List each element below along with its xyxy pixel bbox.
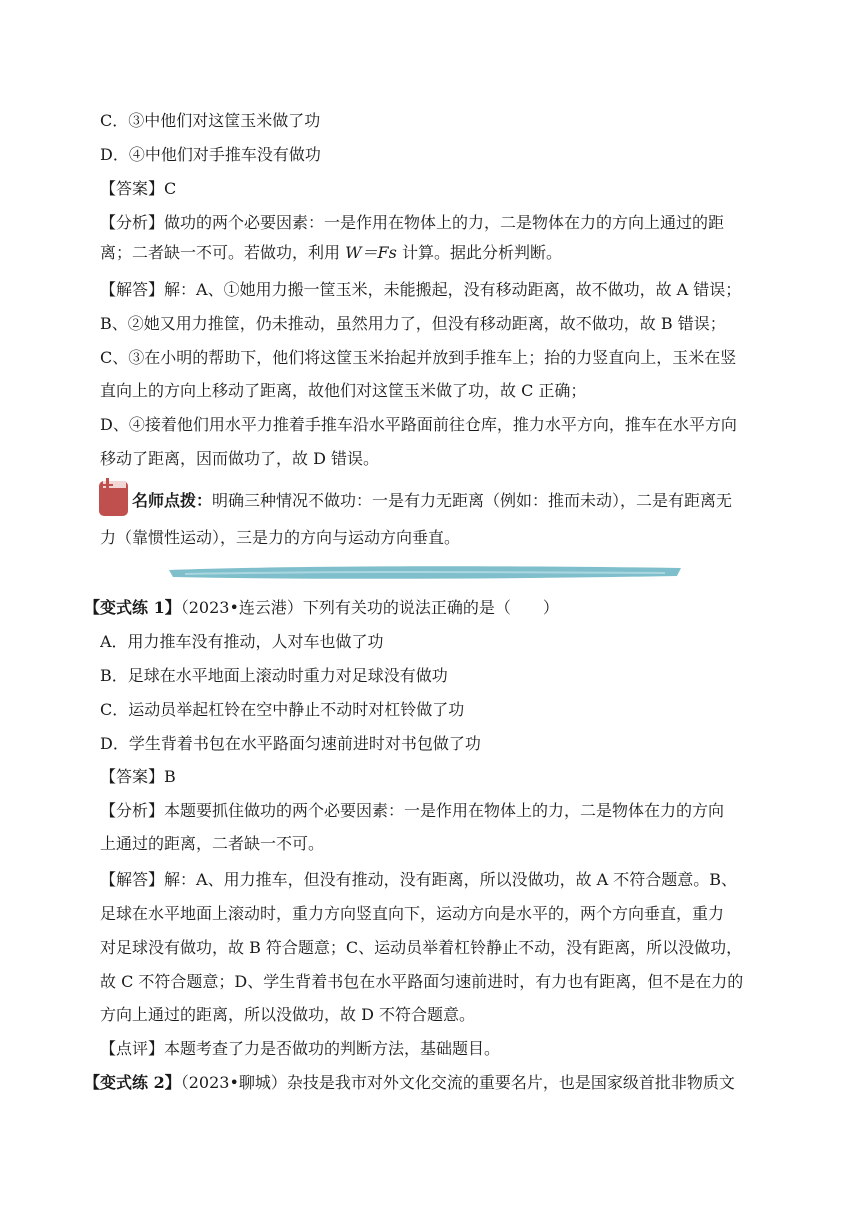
solution-line-3: 对足球没有做功，故 B 符合题意；C、运动员举着杠铃静止不动，没有距离，所以没做功， (100, 938, 743, 957)
analysis-line-1 (100, 801, 785, 821)
variant-2-label: 【变式练 2】 (84, 1073, 181, 1092)
analysis-line-2: 上通过的距离，二者缺一不可。 (100, 834, 325, 853)
analysis-label: 【分析】 (100, 213, 165, 232)
option-d: D．④中他们对手推车没有做功 (100, 145, 321, 164)
tip-line-1 (132, 491, 787, 511)
solution-line-4: 直向上的方向上移动了距离，故他们对这筐玉米做了功，故 C 正确； (100, 381, 587, 400)
solution-line-5: 方向上通过的距离，所以没做功，故 D 不符合题意。 (100, 1005, 476, 1024)
section-divider (165, 562, 685, 584)
solution-line-4: 故 C 不符合题意；D、学生背着书包在水平路面匀速前进时，有力也有距离，但不是在力的 (100, 972, 744, 991)
comment-text: 本题考查了力是否做功的判断方法，基础题目。 (164, 1039, 501, 1058)
comment-line (100, 1039, 785, 1059)
solution-line-1 (100, 870, 785, 890)
analysis-line-1 (100, 213, 785, 233)
variant-1-label: 【变式练 1】 (84, 598, 181, 617)
solution-line-3: C、③在小明的帮助下，他们将这筐玉米抬起并放到手推车上；抬的力竖直向上，玉米在竖 (100, 348, 737, 367)
comment-label: 【点评】 (100, 1039, 165, 1058)
answer-line (100, 767, 785, 787)
analysis-text-2a: 离；二者缺一不可。若做功，利用 (100, 243, 346, 262)
analysis-label: 【分析】 (100, 801, 165, 820)
tip-text: 明确三种情况不做功：一是有力无距离（例如：推而未动），二是有距离无 (212, 491, 733, 510)
solution-text: 解：A、用力推车，但没有推动，没有距离，所以没做功，故 A 不符合题意。B、 (164, 870, 738, 889)
solution-line-6: 移动了距离，因而做功了，故 D 错误。 (100, 449, 380, 468)
answer-label: 【答案】 (100, 767, 165, 786)
variant-2-question (84, 1073, 769, 1093)
variant-2-question-text: （2023•聊城）杂技是我市对外文化交流的重要名片，也是国家级首批非物质文 (180, 1073, 735, 1092)
solution-label: 【解答】 (100, 280, 165, 299)
solution-line-2: B、②她又用力推筐，仍未推动，虽然用力了，但没有移动距离，故不做功，故 B 错误； (100, 314, 726, 333)
option-c: C．③中他们对这筐玉米做了功 (100, 111, 321, 130)
answer-value: B (164, 767, 176, 786)
teacher-tip-icon (97, 478, 130, 518)
solution-line-5: D、④接着他们用水平力推着手推车沿水平路面前往仓库，推力水平方向，推车在水平方向 (100, 415, 737, 434)
variant-1-question (84, 598, 769, 618)
tip-line-2: 力（靠惯性运动），三是力的方向与运动方向垂直。 (100, 528, 461, 547)
solution-line-1 (100, 280, 785, 300)
option-d: D．学生背着书包在水平路面匀速前进时对书包做了功 (100, 734, 481, 753)
option-a: A．用力推车没有推动，人对车也做了功 (100, 632, 384, 651)
answer-label: 【答案】 (100, 179, 165, 198)
solution-line-2: 足球在水平地面上滚动时，重力方向竖直向下，运动方向是水平的，两个方向垂直，重力 (100, 904, 725, 923)
analysis-line-2 (100, 243, 785, 263)
answer-line (100, 179, 785, 199)
answer-value: C (164, 179, 177, 198)
formula: W＝Fs (345, 243, 397, 262)
analysis-text-2b: 计算。据此分析判断。 (396, 243, 562, 262)
solution-text: 解：A、①她用力搬一筐玉米，未能搬起，没有移动距离，故不做功，故 A 错误； (164, 280, 742, 299)
tip-label: 名师点拨： (132, 491, 213, 510)
solution-label: 【解答】 (100, 870, 165, 889)
variant-1-question-text: （2023•连云港）下列有关功的说法正确的是（ ） (180, 598, 559, 617)
option-c: C．运动员举起杠铃在空中静止不动时对杠铃做了功 (100, 700, 465, 719)
analysis-text: 做功的两个必要因素：一是作用在物体上的力，二是物体在力的方向上通过的距 (164, 213, 725, 232)
analysis-text: 本题要抓住做功的两个必要因素：一是作用在物体上的力，二是物体在力的方向 (164, 801, 725, 820)
option-b: B．足球在水平地面上滚动时重力对足球没有做功 (100, 666, 448, 685)
